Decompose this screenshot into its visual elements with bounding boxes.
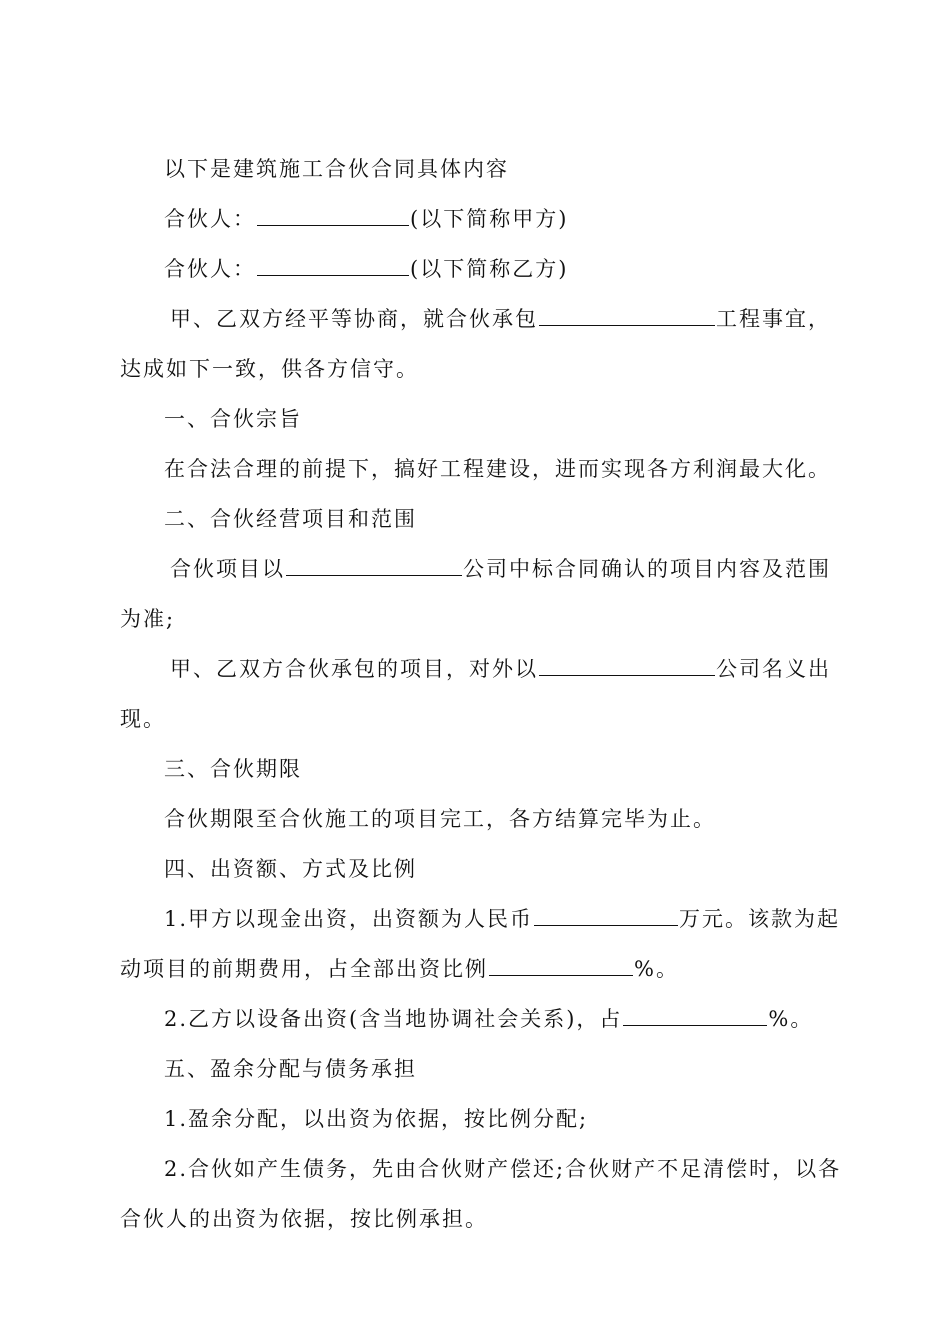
preamble-line-1: 甲、乙双方经平等协商，就合伙承包 工程事宜，: [170, 307, 831, 331]
preamble-line-2: 达成如下一致，供各方信守。: [120, 357, 419, 381]
section-4-p2: 2.乙方以设备出资(含当地协调社会关系)，占 %。: [164, 1007, 814, 1031]
section-5-p1: 1.盈余分配，以出资为依据，按比例分配;: [164, 1107, 589, 1131]
section-5-heading: 五、盈余分配与债务承担: [164, 1057, 417, 1081]
cash-ratio-blank[interactable]: [489, 957, 633, 976]
section-4-p1-line-1: 1.甲方以现金出资，出资额为人民币 万元。该款为起: [164, 907, 841, 931]
section-1-text: 在合法合理的前提下，搞好工程建设，进而实现各方利润最大化。: [164, 457, 831, 481]
section-3-heading: 三、合伙期限: [164, 757, 302, 781]
intro-line: 以下是建筑施工合伙合同具体内容: [164, 157, 509, 181]
project-name-blank[interactable]: [539, 307, 715, 326]
equipment-ratio-blank[interactable]: [623, 1007, 767, 1026]
section-3-text: 合伙期限至合伙施工的项目完工，各方结算完毕为止。: [164, 807, 716, 831]
section-2-p2-line-1: 甲、乙双方合伙承包的项目，对外以 公司名义出: [170, 657, 831, 681]
party-b-blank[interactable]: [257, 257, 409, 276]
section-4-heading: 四、出资额、方式及比例: [164, 857, 417, 881]
party-a-line: 合伙人： (以下简称甲方): [164, 207, 569, 231]
section-5-p2-line-2: 合伙人的出资为依据，按比例承担。: [120, 1207, 488, 1231]
section-2-p2-line-2: 现。: [120, 707, 166, 731]
section-2-heading: 二、合伙经营项目和范围: [164, 507, 417, 531]
cash-amount-blank[interactable]: [534, 907, 678, 926]
party-b-line: 合伙人： (以下简称乙方): [164, 257, 569, 281]
section-2-p1-line-2: 为准;: [120, 607, 176, 631]
party-a-blank[interactable]: [257, 207, 409, 226]
section-5-p2-line-1: 2.合伙如产生债务，先由合伙财产偿还;合伙财产不足清偿时，以各: [164, 1157, 842, 1181]
section-1-heading: 一、合伙宗旨: [164, 407, 302, 431]
bid-company-blank[interactable]: [286, 557, 462, 576]
external-company-blank[interactable]: [539, 657, 715, 676]
section-4-p1-line-2: 动项目的前期费用，占全部出资比例 %。: [120, 957, 679, 981]
section-2-p1-line-1: 合伙项目以 公司中标合同确认的项目内容及范围: [170, 557, 831, 581]
